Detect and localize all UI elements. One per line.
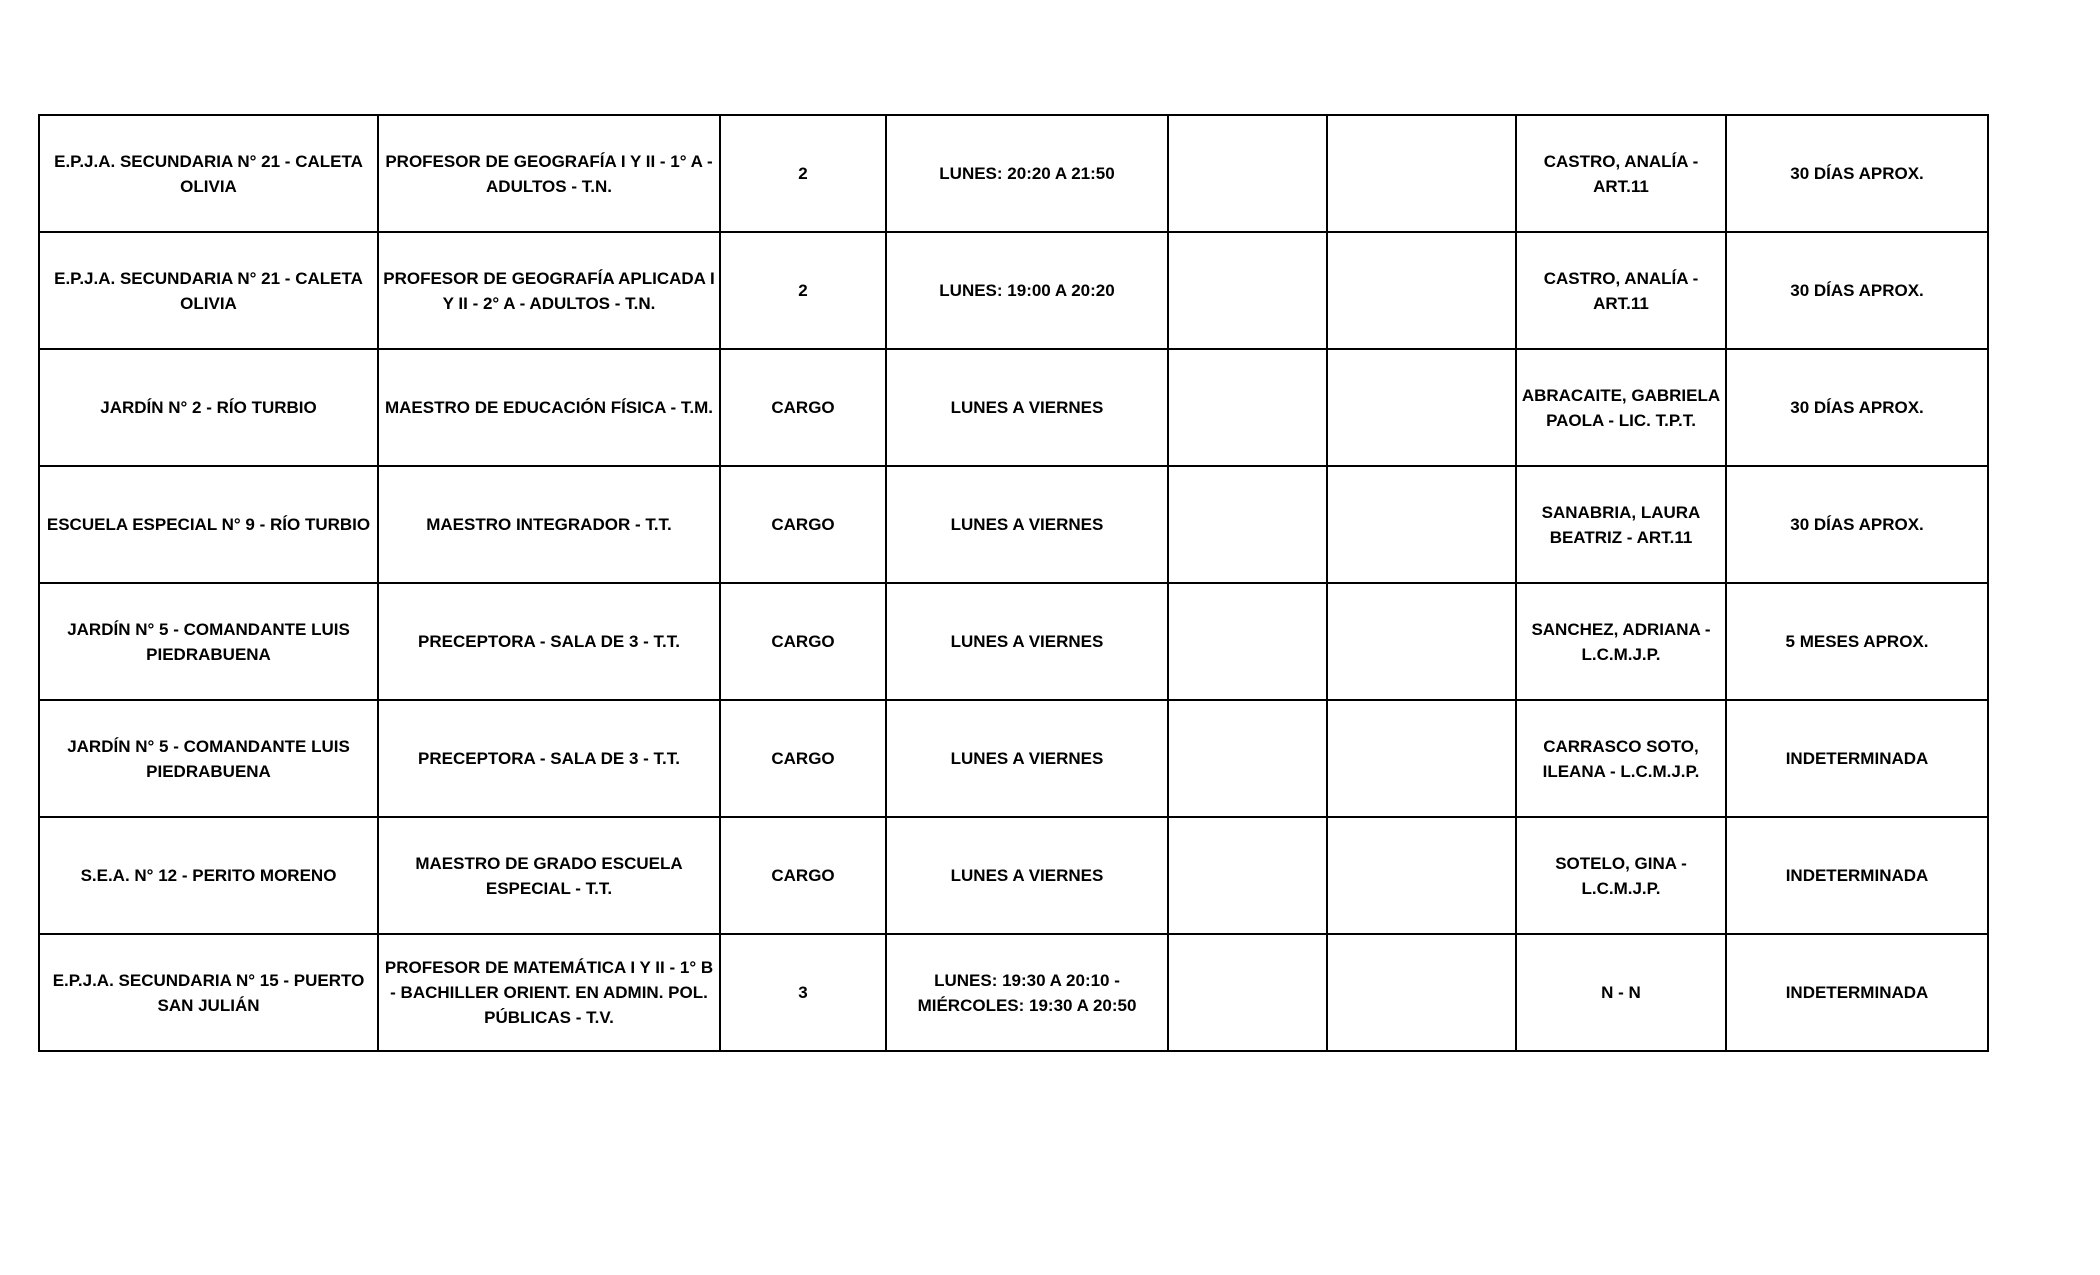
empty-cell	[1327, 232, 1516, 349]
hours-cell: CARGO	[720, 349, 886, 466]
duration-cell: INDETERMINADA	[1726, 700, 1988, 817]
table-row	[39, 349, 1988, 466]
table-body	[39, 115, 1988, 1051]
holder-cell: N - N	[1516, 934, 1726, 1051]
holder-cell: SANABRIA, LAURA BEATRIZ - ART.11	[1516, 466, 1726, 583]
hours-cell: 2	[720, 115, 886, 232]
empty-cell	[1168, 232, 1327, 349]
schedule-cell: LUNES A VIERNES	[886, 583, 1168, 700]
empty-cell	[1168, 700, 1327, 817]
empty-cell	[1168, 934, 1327, 1051]
position-cell: PROFESOR DE MATEMÁTICA I Y II - 1° B - BACHILLER ORIENT. EN ADMIN. POL. PÚBLICAS - T.V.	[378, 934, 720, 1051]
empty-cell	[1327, 583, 1516, 700]
position-cell: PROFESOR DE GEOGRAFÍA APLICADA I Y II - 2° A - ADULTOS - T.N.	[378, 232, 720, 349]
empty-cell	[1168, 583, 1327, 700]
empty-cell	[1327, 817, 1516, 934]
holder-cell: SANCHEZ, ADRIANA - L.C.M.J.P.	[1516, 583, 1726, 700]
table-row	[39, 232, 1988, 349]
duration-cell: INDETERMINADA	[1726, 934, 1988, 1051]
empty-cell	[1327, 700, 1516, 817]
table-row	[39, 466, 1988, 583]
position-cell: MAESTRO DE GRADO ESCUELA ESPECIAL - T.T.	[378, 817, 720, 934]
hours-cell: 2	[720, 232, 886, 349]
school-cell: ESCUELA ESPECIAL N° 9 - RÍO TURBIO	[39, 466, 378, 583]
hours-cell: CARGO	[720, 700, 886, 817]
empty-cell	[1168, 349, 1327, 466]
position-cell: PROFESOR DE GEOGRAFÍA I Y II - 1° A - ADULTOS - T.N.	[378, 115, 720, 232]
school-cell: JARDÍN N° 5 - COMANDANTE LUIS PIEDRABUENA	[39, 583, 378, 700]
table-row	[39, 700, 1988, 817]
position-cell: PRECEPTORA - SALA DE 3 - T.T.	[378, 583, 720, 700]
school-cell: JARDÍN N° 5 - COMANDANTE LUIS PIEDRABUENA	[39, 700, 378, 817]
duration-cell: 30 DÍAS APROX.	[1726, 115, 1988, 232]
schedule-cell: LUNES A VIERNES	[886, 817, 1168, 934]
table-row	[39, 583, 1988, 700]
holder-cell: CASTRO, ANALÍA - ART.11	[1516, 115, 1726, 232]
schedule-cell: LUNES A VIERNES	[886, 349, 1168, 466]
empty-cell	[1168, 817, 1327, 934]
position-cell: PRECEPTORA - SALA DE 3 - T.T.	[378, 700, 720, 817]
empty-cell	[1327, 934, 1516, 1051]
duration-cell: 30 DÍAS APROX.	[1726, 466, 1988, 583]
empty-cell	[1327, 466, 1516, 583]
holder-cell: SOTELO, GINA - L.C.M.J.P.	[1516, 817, 1726, 934]
table-row	[39, 934, 1988, 1051]
table-row	[39, 817, 1988, 934]
schedule-cell: LUNES: 20:20 A 21:50	[886, 115, 1168, 232]
school-cell: E.P.J.A. SECUNDARIA N° 21 - CALETA OLIVIA	[39, 232, 378, 349]
school-cell: E.P.J.A. SECUNDARIA N° 15 - PUERTO SAN JULIÁN	[39, 934, 378, 1051]
empty-cell	[1168, 115, 1327, 232]
schedule-cell: LUNES A VIERNES	[886, 700, 1168, 817]
hours-cell: 3	[720, 934, 886, 1051]
holder-cell: ABRACAITE, GABRIELA PAOLA - LIC. T.P.T.	[1516, 349, 1726, 466]
duration-cell: 30 DÍAS APROX.	[1726, 349, 1988, 466]
duration-cell: 30 DÍAS APROX.	[1726, 232, 1988, 349]
duration-cell: INDETERMINADA	[1726, 817, 1988, 934]
schedule-cell: LUNES A VIERNES	[886, 466, 1168, 583]
empty-cell	[1327, 115, 1516, 232]
school-cell: JARDÍN N° 2 - RÍO TURBIO	[39, 349, 378, 466]
empty-cell	[1168, 466, 1327, 583]
holder-cell: CARRASCO SOTO, ILEANA - L.C.M.J.P.	[1516, 700, 1726, 817]
hours-cell: CARGO	[720, 466, 886, 583]
holder-cell: CASTRO, ANALÍA - ART.11	[1516, 232, 1726, 349]
position-cell: MAESTRO INTEGRADOR - T.T.	[378, 466, 720, 583]
hours-cell: CARGO	[720, 817, 886, 934]
school-cell: E.P.J.A. SECUNDARIA N° 21 - CALETA OLIVIA	[39, 115, 378, 232]
hours-cell: CARGO	[720, 583, 886, 700]
schedule-cell: LUNES: 19:30 A 20:10 - MIÉRCOLES: 19:30 A 20:50	[886, 934, 1168, 1051]
vacancies-table	[38, 114, 1989, 1052]
duration-cell: 5 MESES APROX.	[1726, 583, 1988, 700]
schedule-cell: LUNES: 19:00 A 20:20	[886, 232, 1168, 349]
position-cell: MAESTRO DE EDUCACIÓN FÍSICA - T.M.	[378, 349, 720, 466]
table-row	[39, 115, 1988, 232]
empty-cell	[1327, 349, 1516, 466]
school-cell: S.E.A. N° 12 - PERITO MORENO	[39, 817, 378, 934]
